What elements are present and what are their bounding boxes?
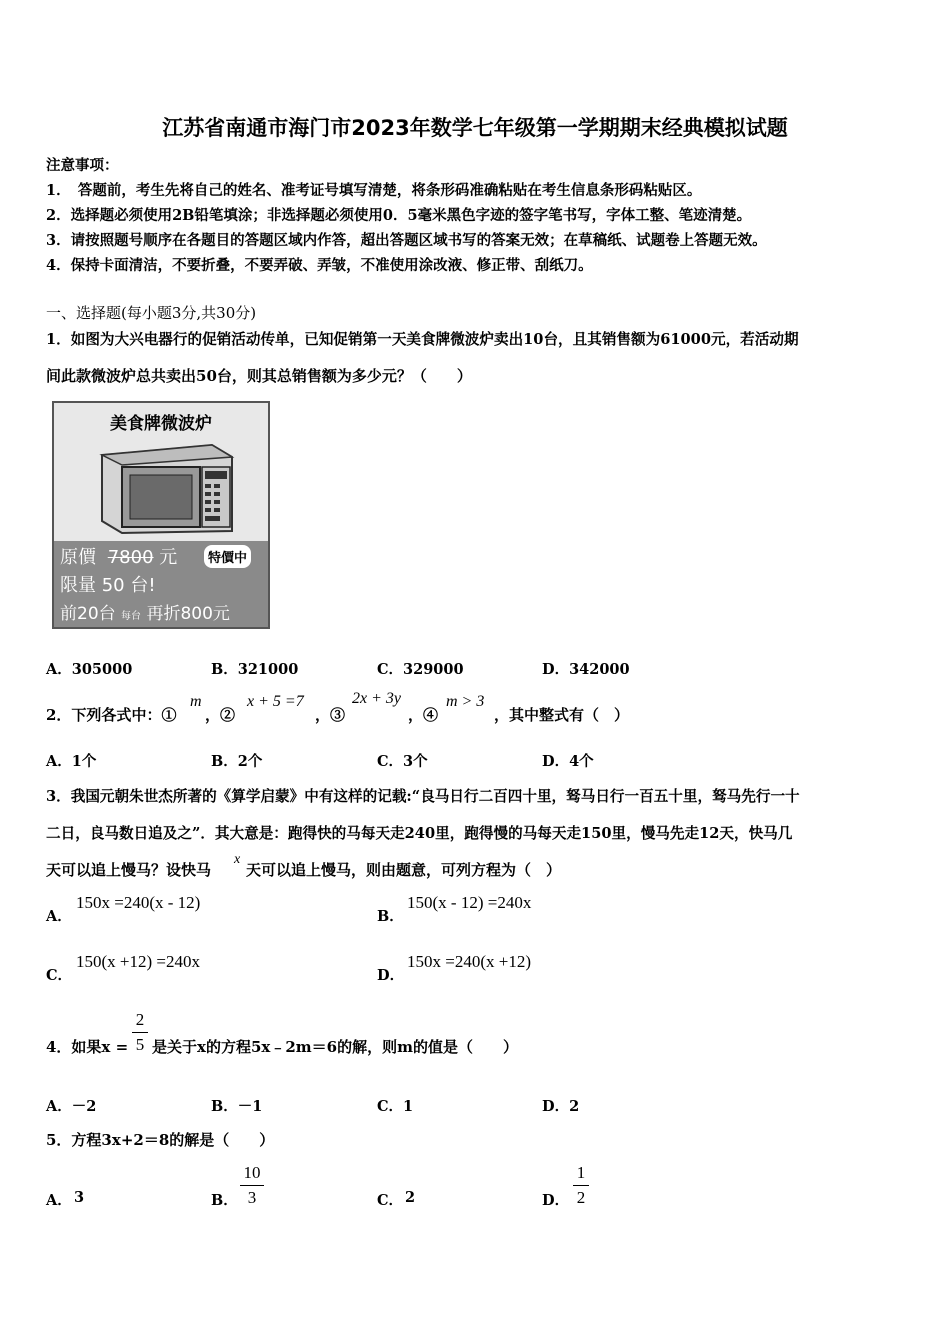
ad-first20: 前20台 [60,604,116,624]
q4-suffix: 是关于x的方程5x﹣2m＝6的解，则m的值是（ ） [152,1038,518,1056]
q3-line2: 二日，良马数日追及之”．其大意是：跑得快的马每天走240里，跑得慢的马每天走150里，慢马先走12天，快马几 [46,825,793,842]
q5-option-b-fraction [240,1163,264,1208]
note-item-3: 3．请按照题号顺序在各题目的答题区域内作答，超出答题区域书写的答案无效；在草稿纸、试题卷上答题无效。 [46,232,767,249]
q3-equation-d: 150x =240(x +12) [407,952,531,971]
ad-discount: 再折800元 [146,604,230,624]
q4-prefix: 4．如果x = [46,1038,129,1056]
q1-option-b: B．321000 [211,661,299,678]
q3-label-b: B． [377,908,404,925]
q2-suffix: ，其中整式有（ ） [494,706,630,724]
q1-option-c: C．329000 [377,661,464,678]
q1-line2: 间此款微波炉总共卖出50台，则其总销售额为多少元？（ ） [46,367,472,385]
q5-label-b: B． [211,1192,238,1209]
q5-option-a-value: 3 [74,1189,85,1206]
q4-option-a: A．－2 [46,1098,97,1115]
q4-option-c: C．1 [377,1098,414,1115]
q5-text: 5．方程3x+2＝8的解是（ ） [46,1131,275,1149]
note-item-2: 2．选择题必须使用2B铅笔填涂；非选择题必须使用0．5毫米黑色字迹的签字笔书写，字体工整、笔迹清楚。 [46,207,752,224]
q3-line3-start: 天可以追上慢马？设快马 [46,861,212,879]
ad-heading: 美食牌微波炉 [110,414,212,434]
q2-sep-2: ，② [205,706,236,724]
q5-label-d: D． [542,1192,570,1209]
q4-fraction [132,1010,148,1055]
q4-option-b: B．－1 [211,1098,263,1115]
q3-line1: 3．我国元朝朱世杰所著的《算学启蒙》中有这样的记载:“良马日行二百四十里，驽马日行一百五十里，驽马先行一十 [46,788,800,805]
q3-variable-x: x [234,852,241,867]
q2-sep-3: ，③ [315,706,346,724]
q5-d-numerator: 1 [576,1163,586,1182]
q5-b-numerator: 10 [243,1163,261,1182]
q1-line1: 1．如图为大兴电器行的促销活动传单，已知促销第一天美食牌微波炉卖出10台，且其销售额为61000元，若活动期 [46,331,799,348]
q4-option-d: D．2 [542,1098,580,1115]
q3-equation-b: 150(x - 12) =240x [407,893,532,912]
q2-prefix: 2．下列各式中：① [46,706,177,724]
microwave-ad-image [52,401,270,629]
ad-original-label: 原價 [60,547,96,568]
ad-currency: 元 [159,547,178,568]
q2-expr-1: m [190,693,202,710]
q3-label-c: C． [46,967,73,984]
q5-d-denominator: 2 [576,1188,586,1207]
q5-option-c-value: 2 [405,1189,416,1206]
q3-label-d: D． [377,967,405,984]
q4-denominator: 5 [135,1035,145,1054]
q2-expr-3: 2x + 3y [352,690,401,707]
ad-original-price: 7800 [107,547,154,568]
q3-line3-end: 天可以追上慢马，则由题意，可列方程为（ ） [246,861,562,879]
q1-option-d: D．342000 [542,661,630,678]
section-heading: 一、选择题(每小题3分,共30分) [46,304,257,322]
page-title: 江苏省南通市海门市2023年数学七年级第一学期期末经典模拟试题 [162,116,788,140]
ad-badge: 特價中 [204,545,251,568]
q2-option-b: B．2个 [211,753,263,770]
q3-label-a: A． [46,908,72,925]
q2-sep-4: ，④ [408,706,439,724]
q2-expr-4: m > 3 [446,693,485,710]
q1-option-a: A．305000 [46,661,133,678]
note-item-4: 4．保持卡面清洁，不要折叠，不要弄破、弄皱，不准使用涂改液、修正带、刮纸刀。 [46,257,593,274]
q5-option-d-fraction [573,1163,589,1208]
ad-each: 每台 [121,611,142,622]
microwave-icon [94,439,236,539]
note-item-1: 1． 答题前，考生先将自己的姓名、准考证号填写清楚，将条形码准确粘贴在考生信息条形码粘贴区。 [46,182,702,199]
q3-equation-a: 150x =240(x - 12) [76,893,201,912]
ad-limit: 限量 50 台! [60,575,156,596]
q5-label-a: A． [46,1192,72,1209]
q3-equation-c: 150(x +12) =240x [76,952,200,971]
notes-heading: 注意事项： [46,157,119,174]
q2-option-c: C．3个 [377,753,428,770]
q4-numerator: 2 [135,1010,145,1029]
q5-b-denominator: 3 [247,1188,257,1207]
q2-expr-2: x + 5 =7 [247,693,304,710]
q2-option-d: D．4个 [542,753,594,770]
q5-label-c: C． [377,1192,404,1209]
q2-option-a: A．1个 [46,753,97,770]
